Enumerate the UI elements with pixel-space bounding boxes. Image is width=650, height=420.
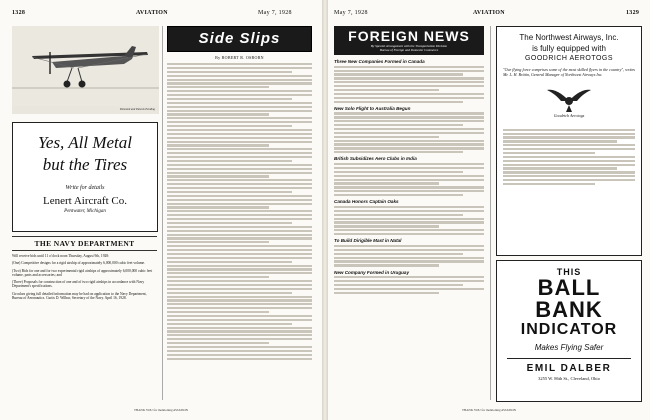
news-text-5 [334, 245, 484, 267]
left-page-number: 1328 [12, 10, 26, 16]
left-page [0, 0, 322, 420]
ball-bank-indicator-ad [496, 260, 642, 402]
ball-ad-this: THIS [556, 267, 582, 277]
foreign-news-banner [334, 26, 484, 55]
navy-item-1: (One) Competitive designs for a rigid airship of approximately 6,000,000 cubic feet volume. [12, 261, 146, 266]
news-heading-3: British Subsidizes Aero Clubs in India [334, 156, 417, 162]
ball-ad-company: EMIL DALBER [526, 363, 612, 374]
right-column-divider [490, 26, 491, 400]
photo-caption: Patented and Patents Pending [119, 107, 155, 111]
ball-ad-ball: BALL [537, 275, 601, 300]
navy-title: THE NAVY DEPARTMENT [12, 236, 157, 251]
right-running-head: AVIATION [473, 10, 505, 16]
airplane-photo [12, 26, 159, 114]
left-date: May 7, 1928 [258, 10, 292, 16]
news-heading-4: Canada Honors Captain Oaks [334, 199, 399, 205]
news-heading-2: New Solo Flight to Australia Begun [334, 105, 411, 111]
news-text-6 [334, 276, 484, 294]
news-heading-6: New Company Formed in Uruguay [334, 269, 410, 275]
foreign-news-subtitle: By Special Arrangement with the Transportation Division [370, 44, 448, 48]
left-running-head: AVIATION [136, 10, 168, 16]
ball-ad-indicator: INDICATOR [520, 321, 618, 338]
side-slips-column [167, 26, 312, 361]
nw-line-1: The Northwest Airways, Inc. [519, 33, 619, 42]
news-text-3 [334, 163, 484, 196]
ad-headline-2: but the Tires [42, 155, 128, 174]
foreign-news-column [334, 26, 484, 296]
ball-ad-address: 3255 W. 86th St., Cleveland, Ohio [538, 376, 600, 381]
nw-quote: "Our flying force comprises some of the most skilled flyers in the country", writes Mr. L. H. Brittin, General Manager of Northwest Airways Inc. [503, 67, 635, 77]
news-heading-1: Three New Companies Formed in Canada [334, 59, 425, 64]
side-slips-text [167, 63, 312, 360]
left-footer: THANK YOU for mentioning AVIATION [133, 408, 188, 412]
side-slips-title: Side Slips [198, 30, 281, 47]
navy-item-3: (Three) Proposals for construction of one and of two rigid airships in accordance with Navy Department's specifications. [12, 280, 145, 289]
side-slips-banner [167, 26, 312, 52]
ad-headline-1: Yes, All Metal [38, 133, 132, 152]
goodrich-logo [546, 83, 592, 123]
nw-line-2: is fully equipped with [532, 44, 606, 53]
goodrich-aerotogs-ad [496, 26, 642, 256]
navy-intro: Will receive bids until 11 o'clock noon Thursday, August 9th, 1928: [12, 254, 110, 258]
news-text-4 [334, 206, 484, 235]
news-heading-5: To Build Dirigible Mast in Natal [334, 238, 402, 244]
foreign-news-title: FOREIGN NEWS [348, 28, 470, 44]
nw-body-text [497, 123, 641, 185]
goodrich-logo-text: Goodrich Aerotogs [553, 113, 585, 118]
right-page-number: 1329 [626, 10, 640, 16]
ball-ad-bank: BANK [535, 297, 603, 322]
ad-company: Lenert Aircraft Co. [43, 195, 127, 207]
foreign-news-subtitle-2: Bureau of Foreign and Domestic Commerce [379, 48, 439, 52]
navy-item-2: (Two) Bids for one and for two experimental rigid airships of approximately 6,000,000 cubic feet volume, parts and accessories; and [12, 268, 153, 277]
news-text-1 [334, 66, 484, 103]
ad-write-details: Write for details [65, 185, 105, 191]
ball-ad-tagline: Makes Flying Safer [534, 343, 604, 352]
side-slips-byline: By ROBERT R. OSBORN [215, 55, 264, 60]
navy-closing: Circulars giving full detailed information may be had on application to the Navy Department, Bureau of Aeronautics. Curtis D. Wilbur, Secretary of the Navy. April 16, 1928. [12, 291, 147, 301]
right-footer: THANK YOU for mentioning AVIATION [461, 408, 516, 412]
left-column-divider [162, 26, 163, 400]
news-text-2 [334, 112, 484, 153]
right-date: May 7, 1928 [334, 10, 368, 16]
ad-city: Pentwater, Michigan [64, 209, 106, 214]
wings-logo-icon [546, 83, 592, 113]
lenert-aircraft-ad [12, 122, 158, 232]
right-page [328, 0, 650, 420]
navy-notice [12, 236, 157, 300]
nw-line-3: GOODRICH AEROTOGS [524, 55, 614, 62]
